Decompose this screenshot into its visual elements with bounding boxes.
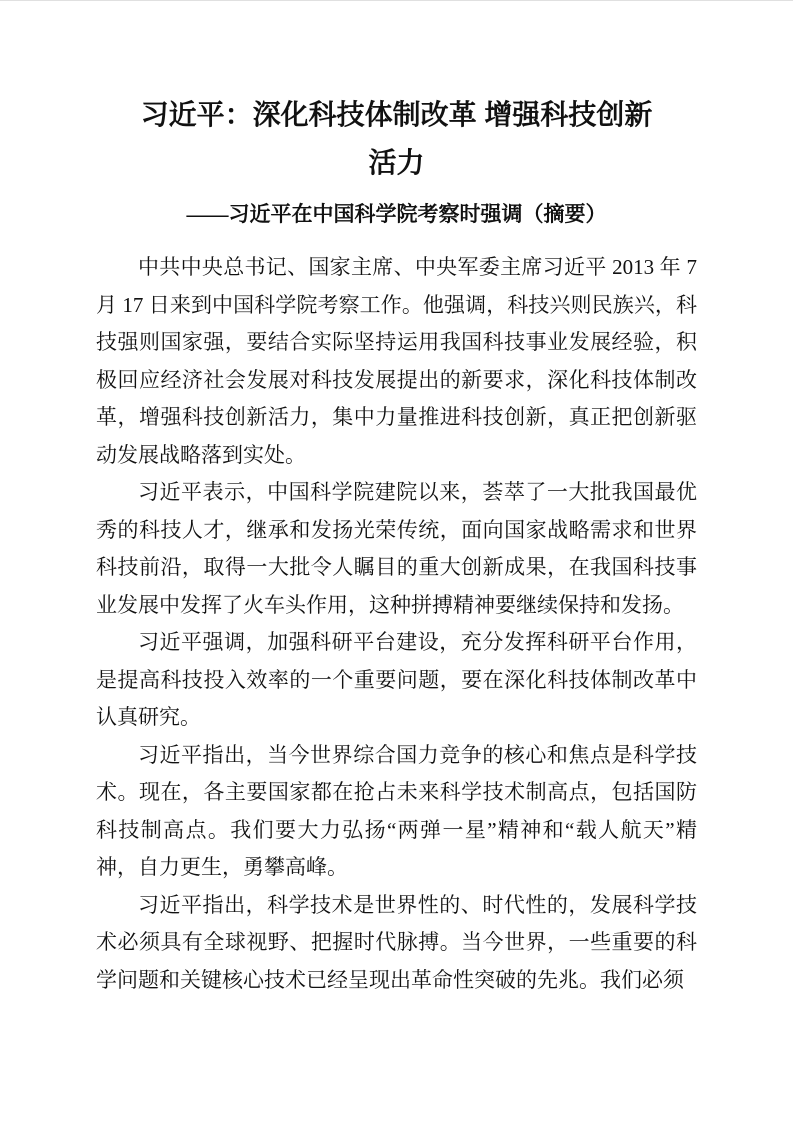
document-title [96, 91, 697, 187]
paragraph-4: 习近平指出，当今世界综合国力竞争的核心和焦点是科学技术。现在，各主要国家都在抢占未来科学技术制高点，包括国防科技制高点。我们要大力弘扬“两弹一星”精神和“载人航天”精神，自力更生，勇攀高峰。 [96, 742, 697, 879]
document-subtitle: ——习近平在中国科学院考察时强调（摘要） [186, 202, 607, 226]
document-title-line-2: 活力 [368, 147, 425, 178]
paragraph-3: 习近平强调，加强科研平台建设，充分发挥科研平台作用，是提高科技投入效率的一个重要问题，要在深化科技体制改革中认真研究。 [96, 630, 697, 729]
document-body [96, 249, 697, 999]
paragraph-2: 习近平表示，中国科学院建院以来，荟萃了一大批我国最优秀的科技人才，继承和发扬光荣传统，面向国家战略需求和世界科技前沿，取得一大批令人瞩目的重大创新成果，在我国科技事业发展中发挥了火车头作用，这种拼搏精神要继续保持和发扬。 [96, 480, 697, 617]
document-title-line-1: 习近平：深化科技体制改革 增强科技创新 [140, 99, 653, 130]
paragraph-5: 习近平指出，科学技术是世界性的、时代性的，发展科学技术必须具有全球视野、把握时代脉搏。当今世界，一些重要的科学问题和关键核心技术已经呈现出革命性突破的先兆。我们必须 [96, 892, 697, 992]
paragraph-1: 中共中央总书记、国家主席、中央军委主席习近平 2013 年 7 月 17 日来到中国科学院考察工作。他强调，科技兴则民族兴，科技强则国家强，要结合实际坚持运用我国科技事业发展经验，积极回应经济社会发展对科技发展提出的新要求，深化科技体制改革，增强科技创新活力，集中力量推进科技创新，真正把创新驱动发展战略落到实处。 [96, 255, 697, 467]
